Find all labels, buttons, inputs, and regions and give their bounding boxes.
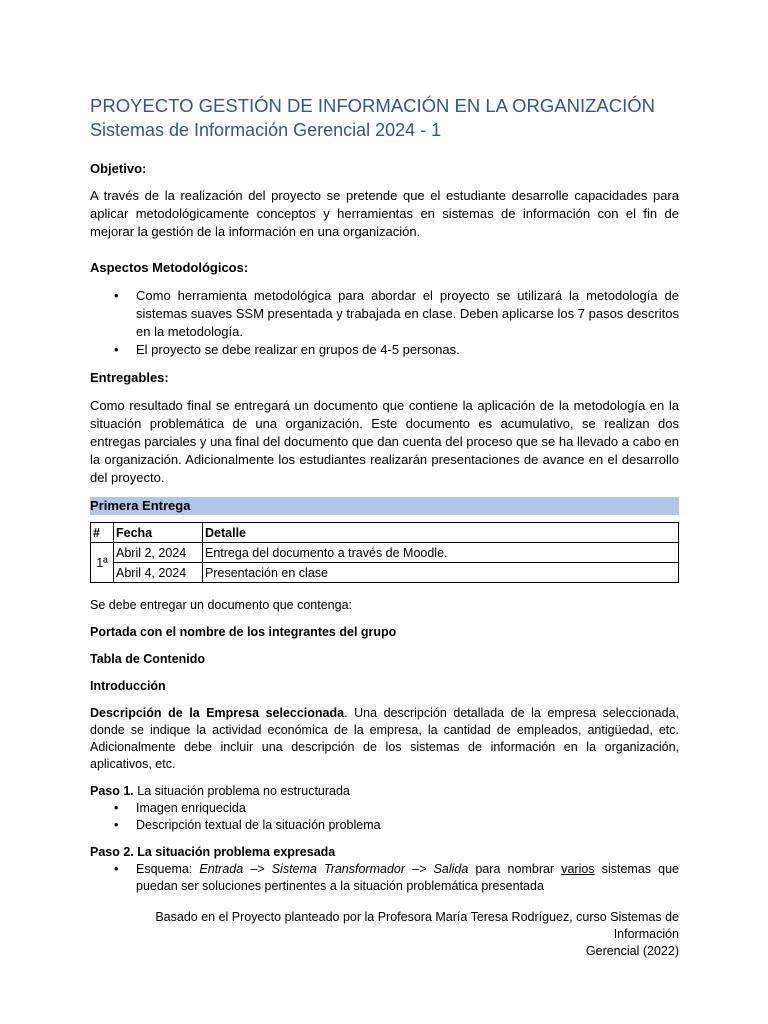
document-content <box>90 94 679 960</box>
table-cell: Abril 4, 2024 <box>114 563 203 583</box>
entregas-table <box>90 522 679 583</box>
table-cell: Abril 2, 2024 <box>114 543 203 563</box>
bullet-icon: • <box>114 342 119 357</box>
bullet-icon: • <box>114 288 119 303</box>
list-item: • Como herramienta metodológica para abordar el proyecto se utilizará la metodología de sistemas suaves SSM presentada y trabajada en clase. Deben aplicarse los 7 pasos descritos en la metodología. <box>114 288 679 339</box>
bullet-icon: • <box>114 801 119 815</box>
table-header: # <box>91 523 114 543</box>
table-header: Detalle <box>203 523 679 543</box>
bullet-icon: • <box>114 862 119 876</box>
primera-entrega-heading: Primera Entrega <box>90 497 679 515</box>
contenido-intro: Se debe entregar un documento que contenga: <box>90 598 353 612</box>
objetivo-text: A través de la realización del proyecto se pretende que el estudiante desarrolle capacidades para aplicar metodológicamente conceptos y herramientas en sistemas de información con el fin de mejorar la gestión de la información en una organización. <box>90 188 679 239</box>
list-item: • El proyecto se debe realizar en grupos de 4-5 personas. <box>114 342 460 357</box>
table-header-row <box>91 523 679 543</box>
page-title: PROYECTO GESTIÓN DE INFORMACIÓN EN LA ORGANIZACIÓN <box>90 95 656 116</box>
footer-credit-line1: Basado en el Proyecto planteado por la Profesora María Teresa Rodríguez, curso Sistemas de Información <box>155 910 679 941</box>
aspectos-list <box>90 287 679 359</box>
paso2-heading: Paso 2. La situación problema expresada <box>90 845 336 859</box>
table-header: Fecha <box>114 523 203 543</box>
list-item: • Descripción textual de la situación problema <box>114 818 381 832</box>
entregables-text: Como resultado final se entregará un documento que contiene la aplicación de la metodología en la situación problemática de una organización. Este documento es acumulativo, se realizan dos entregas parciales y una final del documento que dan cuenta del proceso que se ha llevado a cabo en la organización. Adicionalmente los estudiantes realizarán presentaciones de avance en el desarrollo del proyecto. <box>90 398 679 485</box>
table-cell: Presentación en clase <box>203 563 679 583</box>
contenido-introduccion: Introducción <box>90 679 166 693</box>
page-subtitle: Sistemas de Información Gerencial 2024 - 1 <box>90 120 442 140</box>
list-item: • Imagen enriquecida <box>114 801 246 815</box>
contenido-portada: Portada con el nombre de los integrantes del grupo <box>90 625 397 639</box>
table-row <box>91 543 679 563</box>
entregables-heading: Entregables: <box>90 370 169 385</box>
descripcion-label: Descripción de la Empresa seleccionada <box>90 706 345 720</box>
contenido-tabla: Tabla de Contenido <box>90 652 206 666</box>
table-cell: Entrega del documento a través de Moodle. <box>203 543 679 563</box>
table-row <box>91 563 679 583</box>
paso1-heading: Paso 1. La situación problema no estructurada <box>90 784 350 798</box>
bullet-icon: • <box>114 818 119 832</box>
paso1-list <box>90 800 679 834</box>
list-item: • Esquema: Entrada –> Sistema Transformador –> Salida para nombrar varios sistemas que puedan ser soluciones pertinentes a la situación problemática presentada <box>114 862 680 893</box>
paso2-list <box>90 861 679 895</box>
footer-credit-line2: Gerencial (2022) <box>585 944 679 958</box>
objetivo-heading: Objetivo: <box>90 161 147 176</box>
table-cell: 1ª <box>91 543 114 583</box>
aspectos-heading: Aspectos Metodológicos: <box>90 260 249 275</box>
descripcion-paragraph: Descripción de la Empresa seleccionada. Una descripción detallada de la empresa seleccionada, donde se indique la actividad económica de la empresa, la cantidad de empleados, antigüedad, etc. Adicionalmente debe incluir una descripción de los sistemas de información en la organización, aplicativos, etc. <box>90 706 680 771</box>
